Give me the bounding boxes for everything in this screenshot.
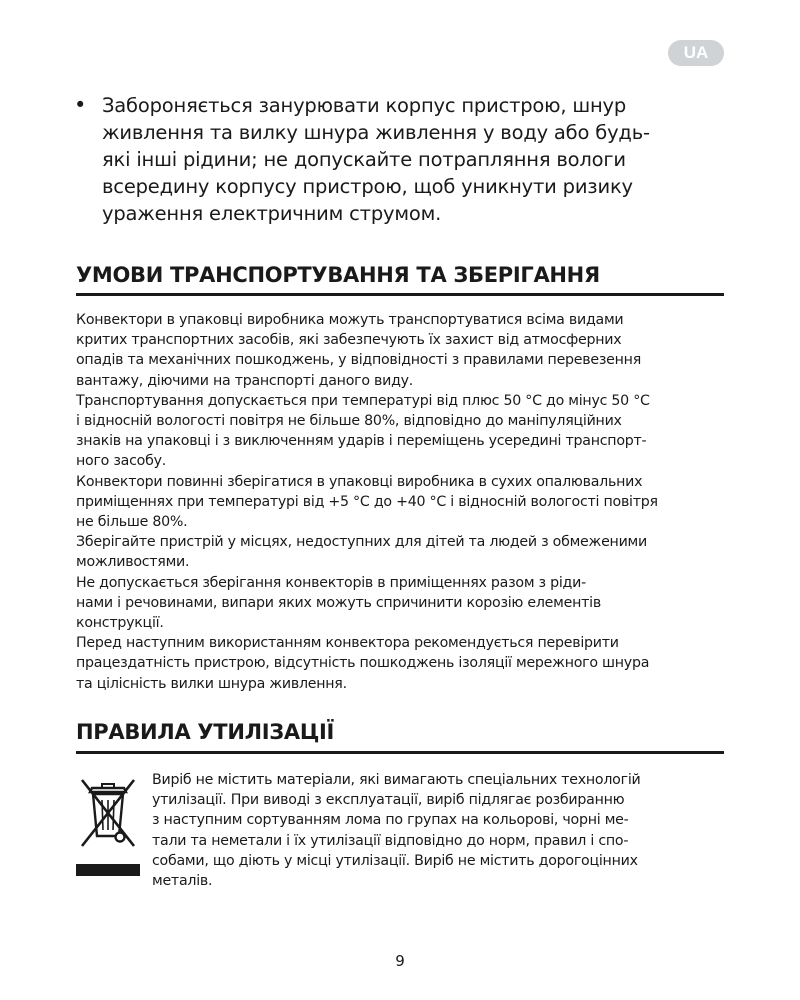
paragraph: Зберігайте пристрій у місцях, недоступних для дітей та людей з обмеженими можливостями. — [76, 534, 647, 571]
heading-divider — [76, 751, 724, 754]
crossed-out-wheelie-bin-icon — [76, 774, 140, 878]
transport-storage-body — [76, 310, 736, 694]
paragraph: Транспортування допускається при температурі від плюс 50 °С до мінус 50 °С і відносній вологості повітря не більше 80%, відповідно до маніпуляційних знаків на упаковці і з виключенням ударів і переміщень усередині транспорт- ного засобу. — [76, 392, 650, 470]
page-number: 9 — [395, 952, 405, 970]
warning-bullet-item — [74, 92, 714, 227]
bullet-marker: • — [74, 93, 87, 117]
paragraph: Конвектори в упаковці виробника можуть транспортуватися всіма видами критих транспортних засобів, які забезпечують їх захист від атмосферних опадів та механічних пошкоджень, у відповідності з правилами перевезення вантажу, діючими на транспорті даного виду. — [76, 312, 641, 389]
warning-text: Забороняється занурювати корпус пристрою, шнур живлення та вилку шнура живлення у воду або будь- які інші рідини; не допускайте потрапляння вологи всередину корпусу пристрою, щоб уникнути ризику ураження електричним струмом. — [102, 94, 650, 225]
paragraph: Перед наступним використанням конвектора рекомендується перевірити працездатність пристрою, відсутність пошкоджень ізоляції мережного шнура та цілісність вилки шнура живлення. — [76, 635, 650, 692]
paragraph: Конвектори повинні зберігатися в упаковці виробника в сухих опалювальних приміщеннях при температурі від +5 °С до +40 °С і відносній вологості повітря не більше 80%. — [76, 473, 658, 531]
heading-divider — [76, 293, 724, 296]
disposal-rules-heading: ПРАВИЛА УТИЛІЗАЦІЇ — [76, 720, 335, 744]
paragraph: Не допускається зберігання конвекторів в приміщеннях разом з ріди- нами і речовинами, випари яких можуть спричинити корозію елементів конструкції. — [76, 574, 601, 632]
transport-storage-heading: УМОВИ ТРАНСПОРТУВАННЯ ТА ЗБЕРІГАННЯ — [76, 263, 600, 287]
language-badge: UA — [668, 40, 724, 66]
disposal-rules-text: Виріб не містить матеріали, які вимагають спеціальних технологій утилізації. При виводі з експлуатації, виріб підлягає розбиранню з наступним сортуванням лома по групах на кольорові, чорні ме- тали та неметали і їх утилізації відповідно до норм, правил і спо- собами, що діють у місці утилізації. Виріб не містить дорогоцінних металів. — [152, 772, 641, 890]
